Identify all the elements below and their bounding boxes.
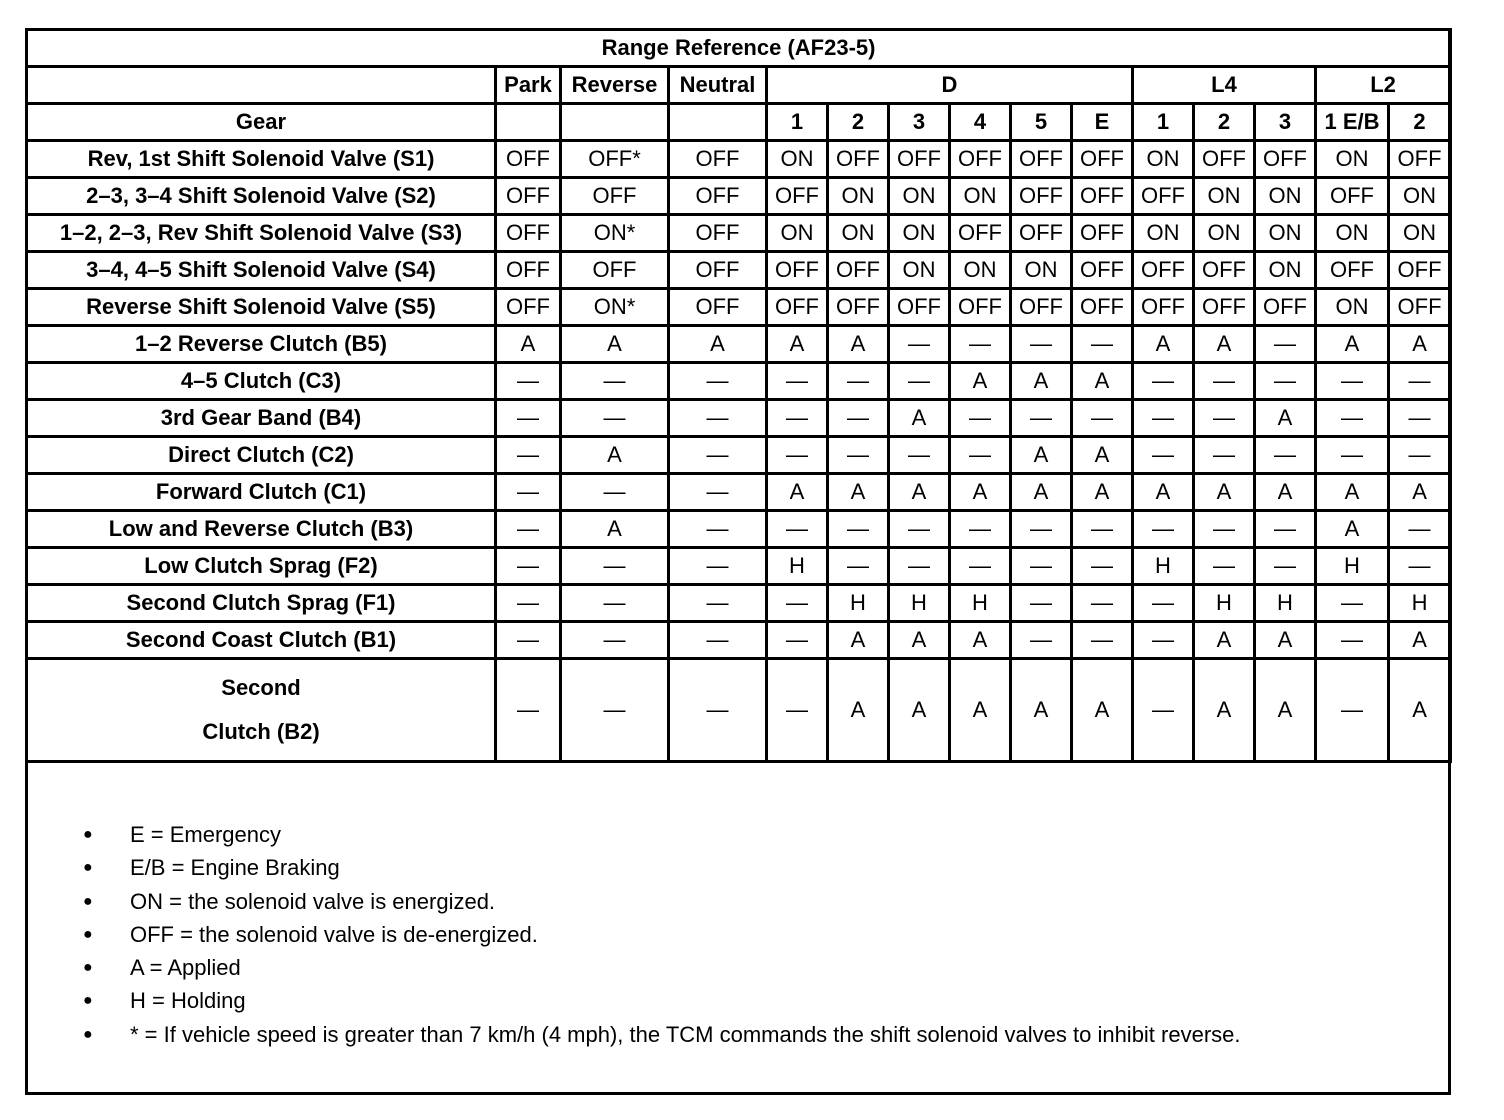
table-cell: OFF <box>496 252 561 289</box>
table-cell: A <box>950 474 1011 511</box>
table-cell: OFF <box>669 141 767 178</box>
table-cell: A <box>950 363 1011 400</box>
bullet-icon: ● <box>83 892 93 910</box>
table-cell: — <box>1255 437 1316 474</box>
table-cell: A <box>1011 437 1072 474</box>
table-cell: — <box>767 659 828 762</box>
row-label: 1–2 Reverse Clutch (B5) <box>27 326 496 363</box>
table-cell: — <box>561 548 669 585</box>
table-cell: ON <box>950 178 1011 215</box>
table-cell: A <box>1389 474 1451 511</box>
table-row <box>27 363 1451 400</box>
table-cell: — <box>889 326 950 363</box>
table-cell: — <box>1255 511 1316 548</box>
table-cell: OFF <box>828 289 889 326</box>
table-cell: A <box>1389 326 1451 363</box>
gear-header-cell: 2 <box>828 104 889 141</box>
table-cell: ON <box>767 141 828 178</box>
table-cell: — <box>496 585 561 622</box>
note-item <box>25 984 1451 1017</box>
table-cell: ON <box>1255 215 1316 252</box>
notes-section <box>25 818 1451 1051</box>
table-cell: — <box>889 511 950 548</box>
table-cell: OFF <box>1133 289 1194 326</box>
table-cell: — <box>1389 511 1451 548</box>
table-cell: A <box>1072 437 1133 474</box>
table-cell: — <box>950 326 1011 363</box>
note-item <box>25 1018 1451 1051</box>
table-cell: OFF <box>1072 141 1133 178</box>
note-text: * = If vehicle speed is greater than 7 km/h (4 mph), the TCM commands the shift solenoid valves to inhibit reverse. <box>130 1021 1241 1047</box>
table-cell: OFF <box>1255 141 1316 178</box>
table-cell: — <box>1133 659 1194 762</box>
row-label: Direct Clutch (C2) <box>27 437 496 474</box>
table-cell: OFF <box>669 178 767 215</box>
table-cell: — <box>828 363 889 400</box>
table-cell: ON <box>1389 215 1451 252</box>
row-label-line-2: Clutch (B2) <box>202 719 320 744</box>
table-cell: — <box>1011 511 1072 548</box>
table-cell: — <box>1011 622 1072 659</box>
table-cell: OFF <box>561 178 669 215</box>
row-label: 3rd Gear Band (B4) <box>27 400 496 437</box>
gear-header-cell <box>669 104 767 141</box>
table-cell: — <box>496 437 561 474</box>
table-cell: ON <box>1011 252 1072 289</box>
table-cell: OFF <box>1011 289 1072 326</box>
table-cell: — <box>1389 400 1451 437</box>
table-cell: A <box>1011 363 1072 400</box>
row-label: Forward Clutch (C1) <box>27 474 496 511</box>
table-cell: A <box>1011 659 1072 762</box>
table-cell: — <box>828 437 889 474</box>
table-cell: A <box>1072 474 1133 511</box>
bullet-icon: ● <box>83 925 93 943</box>
table-cell: — <box>889 437 950 474</box>
table-cell: — <box>950 548 1011 585</box>
table-cell: — <box>669 511 767 548</box>
table-cell: — <box>1255 548 1316 585</box>
bullet-icon: ● <box>83 959 93 977</box>
table-cell: A <box>1011 474 1072 511</box>
gear-header-cell <box>496 104 561 141</box>
table-cell: OFF <box>561 252 669 289</box>
note-item <box>25 818 1451 851</box>
table-cell: H <box>889 585 950 622</box>
gear-header-cell <box>561 104 669 141</box>
table-cell: ON <box>828 215 889 252</box>
gear-header-cell: 2 <box>1389 104 1451 141</box>
table-cell: OFF <box>828 141 889 178</box>
table-cell: A <box>767 474 828 511</box>
table-cell: — <box>496 511 561 548</box>
table-cell: — <box>1316 585 1389 622</box>
table-cell: — <box>1389 548 1451 585</box>
table-cell: — <box>1072 548 1133 585</box>
table-cell: — <box>767 511 828 548</box>
table-cell: — <box>561 474 669 511</box>
table-cell: OFF <box>767 252 828 289</box>
table-row <box>27 437 1451 474</box>
table-cell: — <box>561 659 669 762</box>
bullet-icon: ● <box>83 826 93 843</box>
table-cell: — <box>1133 511 1194 548</box>
table-cell: OFF <box>669 252 767 289</box>
table-cell: — <box>1389 437 1451 474</box>
range-header-cell: L4 <box>1133 67 1316 104</box>
table-cell: A <box>889 659 950 762</box>
table-cell: — <box>1133 437 1194 474</box>
table-row <box>27 548 1451 585</box>
range-header-cell: Park <box>496 67 561 104</box>
table-cell: ON <box>889 215 950 252</box>
row-label: Second Coast Clutch (B1) <box>27 622 496 659</box>
table-cell: OFF <box>1072 289 1133 326</box>
table-cell: H <box>950 585 1011 622</box>
row-label <box>27 659 496 762</box>
table-cell: — <box>561 400 669 437</box>
table-cell: — <box>1072 622 1133 659</box>
table-cell: OFF <box>767 289 828 326</box>
notes-list <box>25 818 1451 1051</box>
table-cell: — <box>561 622 669 659</box>
table-cell: — <box>669 474 767 511</box>
table-cell: OFF <box>1194 141 1255 178</box>
table-cell: H <box>1389 585 1451 622</box>
table-row <box>27 622 1451 659</box>
table-cell: H <box>1316 548 1389 585</box>
table-cell: OFF <box>1316 178 1389 215</box>
table-cell: — <box>767 363 828 400</box>
table-cell: A <box>561 437 669 474</box>
table-cell: — <box>561 585 669 622</box>
table-cell: A <box>889 622 950 659</box>
table-cell: — <box>1011 400 1072 437</box>
table-cell: ON <box>1133 215 1194 252</box>
table-cell: A <box>1072 363 1133 400</box>
table-cell: A <box>767 326 828 363</box>
table-cell: — <box>496 474 561 511</box>
title-row <box>27 30 1451 67</box>
table-cell: A <box>1133 474 1194 511</box>
table-cell: ON <box>1194 178 1255 215</box>
row-label: Reverse Shift Solenoid Valve (S5) <box>27 289 496 326</box>
table-cell: OFF <box>1194 252 1255 289</box>
table-cell: — <box>496 400 561 437</box>
table-cell: A <box>1194 474 1255 511</box>
table-cell: — <box>669 548 767 585</box>
table-row <box>27 659 1451 762</box>
table-cell: ON <box>1194 215 1255 252</box>
table-cell: OFF <box>1389 289 1451 326</box>
table-row <box>27 326 1451 363</box>
table-cell: OFF <box>1072 252 1133 289</box>
table-row <box>27 289 1451 326</box>
range-header-cell: Reverse <box>561 67 669 104</box>
table-cell: — <box>1194 437 1255 474</box>
table-cell: — <box>669 585 767 622</box>
table-cell: — <box>1072 326 1133 363</box>
table-cell: OFF <box>1133 252 1194 289</box>
table-cell: ON* <box>561 215 669 252</box>
table-cell: A <box>669 326 767 363</box>
table-cell: — <box>1316 659 1389 762</box>
range-header-cell: L2 <box>1316 67 1451 104</box>
table-row <box>27 215 1451 252</box>
table-cell: — <box>767 622 828 659</box>
note-item <box>25 851 1451 884</box>
table-cell: OFF <box>1389 141 1451 178</box>
gear-header-cell: 2 <box>1194 104 1255 141</box>
table-cell: — <box>561 363 669 400</box>
table-cell: A <box>561 326 669 363</box>
table-cell: A <box>1255 622 1316 659</box>
table-cell: ON <box>1255 252 1316 289</box>
table-cell: H <box>828 585 889 622</box>
row-label: Second Clutch Sprag (F1) <box>27 585 496 622</box>
table-cell: A <box>950 622 1011 659</box>
table-cell: ON <box>889 252 950 289</box>
table-cell: OFF <box>767 178 828 215</box>
table-cell: OFF <box>828 252 889 289</box>
table-cell: — <box>767 437 828 474</box>
table-cell: A <box>1194 622 1255 659</box>
table-cell: — <box>669 437 767 474</box>
note-text: OFF = the solenoid valve is de-energized. <box>130 921 538 947</box>
table-cell: — <box>1255 363 1316 400</box>
row-label-line-1: Second <box>221 675 301 700</box>
table-row <box>27 474 1451 511</box>
table-cell: H <box>767 548 828 585</box>
table-cell: — <box>767 585 828 622</box>
table-cell: OFF <box>1011 215 1072 252</box>
table-cell: A <box>1255 474 1316 511</box>
table-cell: OFF <box>1316 252 1389 289</box>
gear-header-cell: E <box>1072 104 1133 141</box>
table-cell: — <box>1072 585 1133 622</box>
bullet-icon: ● <box>83 859 93 877</box>
table-cell: — <box>496 622 561 659</box>
table-cell: H <box>1194 585 1255 622</box>
table-cell: — <box>828 511 889 548</box>
gear-header-cell: 1 <box>1133 104 1194 141</box>
note-item <box>25 885 1451 918</box>
gear-header-label: Gear <box>27 104 496 141</box>
table-cell: — <box>950 437 1011 474</box>
table-cell: A <box>1255 400 1316 437</box>
table-cell: — <box>496 548 561 585</box>
table-cell: A <box>828 474 889 511</box>
table-cell: ON <box>1133 141 1194 178</box>
note-text: E/B = Engine Braking <box>130 855 340 881</box>
note-text: ON = the solenoid valve is energized. <box>130 888 496 914</box>
table-cell: ON <box>1316 141 1389 178</box>
table-cell: A <box>1255 659 1316 762</box>
table-cell: — <box>1389 363 1451 400</box>
table-cell: OFF <box>669 215 767 252</box>
table-cell: OFF <box>496 215 561 252</box>
table-cell: — <box>1255 326 1316 363</box>
table-cell: — <box>669 659 767 762</box>
table-cell: OFF* <box>561 141 669 178</box>
range-header-cell <box>27 67 496 104</box>
table-cell: A <box>828 659 889 762</box>
table-cell: A <box>1316 326 1389 363</box>
table-cell: ON <box>767 215 828 252</box>
table-row <box>27 252 1451 289</box>
table-cell: A <box>1316 511 1389 548</box>
table-cell: — <box>889 548 950 585</box>
table-cell: — <box>950 400 1011 437</box>
table-cell: — <box>1316 363 1389 400</box>
table-cell: — <box>1011 326 1072 363</box>
row-label: 4–5 Clutch (C3) <box>27 363 496 400</box>
table-cell: OFF <box>889 141 950 178</box>
table-cell: A <box>950 659 1011 762</box>
table-cell: ON <box>889 178 950 215</box>
table-cell: — <box>1133 400 1194 437</box>
table-cell: — <box>889 363 950 400</box>
table-cell: — <box>828 548 889 585</box>
table-cell: OFF <box>950 141 1011 178</box>
table-cell: A <box>1133 326 1194 363</box>
table-cell: — <box>828 400 889 437</box>
table-cell: — <box>669 622 767 659</box>
table-cell: H <box>1255 585 1316 622</box>
table-cell: OFF <box>496 178 561 215</box>
table-cell: OFF <box>950 215 1011 252</box>
gear-header-cell: 1 <box>767 104 828 141</box>
table-cell: — <box>1316 400 1389 437</box>
row-label: 1–2, 2–3, Rev Shift Solenoid Valve (S3) <box>27 215 496 252</box>
note-text: H = Holding <box>130 988 246 1014</box>
row-label: 2–3, 3–4 Shift Solenoid Valve (S2) <box>27 178 496 215</box>
table-cell: A <box>561 511 669 548</box>
row-label: Rev, 1st Shift Solenoid Valve (S1) <box>27 141 496 178</box>
table-cell: ON <box>1389 178 1451 215</box>
note-text: E = Emergency <box>130 822 282 847</box>
table-cell: — <box>1011 548 1072 585</box>
bullet-icon: ● <box>83 992 93 1010</box>
row-label: 3–4, 4–5 Shift Solenoid Valve (S4) <box>27 252 496 289</box>
table-cell: OFF <box>1011 178 1072 215</box>
table-cell: ON <box>828 178 889 215</box>
table-cell: A <box>1316 474 1389 511</box>
table-cell: A <box>1389 659 1451 762</box>
table-cell: — <box>496 659 561 762</box>
table-cell: OFF <box>496 289 561 326</box>
table-cell: OFF <box>1011 141 1072 178</box>
table-cell: OFF <box>1255 289 1316 326</box>
range-header-row <box>27 67 1451 104</box>
table-row <box>27 511 1451 548</box>
table-row <box>27 141 1451 178</box>
table-cell: A <box>828 622 889 659</box>
table-cell: A <box>1194 326 1255 363</box>
gear-header-cell: 5 <box>1011 104 1072 141</box>
table-cell: OFF <box>889 289 950 326</box>
table-cell: — <box>1133 622 1194 659</box>
table-cell: A <box>1194 659 1255 762</box>
table-cell: — <box>950 511 1011 548</box>
row-label: Low and Reverse Clutch (B3) <box>27 511 496 548</box>
gear-header-cell: 1 E/B <box>1316 104 1389 141</box>
table-cell: OFF <box>669 289 767 326</box>
table-row <box>27 585 1451 622</box>
table-cell: — <box>669 363 767 400</box>
row-label: Low Clutch Sprag (F2) <box>27 548 496 585</box>
table-cell: — <box>1194 548 1255 585</box>
table-cell: — <box>1316 622 1389 659</box>
table-cell: — <box>1194 511 1255 548</box>
table-cell: OFF <box>950 289 1011 326</box>
table-cell: — <box>496 363 561 400</box>
note-item <box>25 918 1451 951</box>
table-cell: OFF <box>1389 252 1451 289</box>
range-header-cell: D <box>767 67 1133 104</box>
note-item <box>25 951 1451 984</box>
table-cell: — <box>1194 363 1255 400</box>
table-cell: — <box>1072 511 1133 548</box>
table-cell: — <box>1133 363 1194 400</box>
table-title: Range Reference (AF23-5) <box>27 30 1451 67</box>
gear-header-cell: 3 <box>1255 104 1316 141</box>
table-cell: OFF <box>1072 178 1133 215</box>
table-cell: ON <box>1316 289 1389 326</box>
table-cell: OFF <box>1194 289 1255 326</box>
table-cell: — <box>1194 400 1255 437</box>
table-cell: A <box>1389 622 1451 659</box>
range-header-cell: Neutral <box>669 67 767 104</box>
table-cell: OFF <box>1072 215 1133 252</box>
table-cell: ON <box>1255 178 1316 215</box>
table-cell: ON* <box>561 289 669 326</box>
table-cell: — <box>1133 585 1194 622</box>
gear-header-cell: 3 <box>889 104 950 141</box>
table-cell: A <box>1072 659 1133 762</box>
table-cell: A <box>496 326 561 363</box>
note-text: A = Applied <box>130 955 241 981</box>
table-cell: — <box>767 400 828 437</box>
table-cell: A <box>828 326 889 363</box>
table-cell: A <box>889 400 950 437</box>
gear-header-cell: 4 <box>950 104 1011 141</box>
table-cell: — <box>669 400 767 437</box>
range-reference-table <box>25 28 1452 763</box>
table-cell: — <box>1011 585 1072 622</box>
bullet-icon: ● <box>83 1025 93 1043</box>
table-cell: — <box>1316 437 1389 474</box>
table-cell: A <box>889 474 950 511</box>
table-cell: OFF <box>1133 178 1194 215</box>
table-cell: H <box>1133 548 1194 585</box>
table-cell: OFF <box>496 141 561 178</box>
table-cell: — <box>1072 400 1133 437</box>
table-row <box>27 400 1451 437</box>
table-cell: ON <box>950 252 1011 289</box>
table-cell: ON <box>1316 215 1389 252</box>
table-row <box>27 178 1451 215</box>
gear-header-row <box>27 104 1451 141</box>
